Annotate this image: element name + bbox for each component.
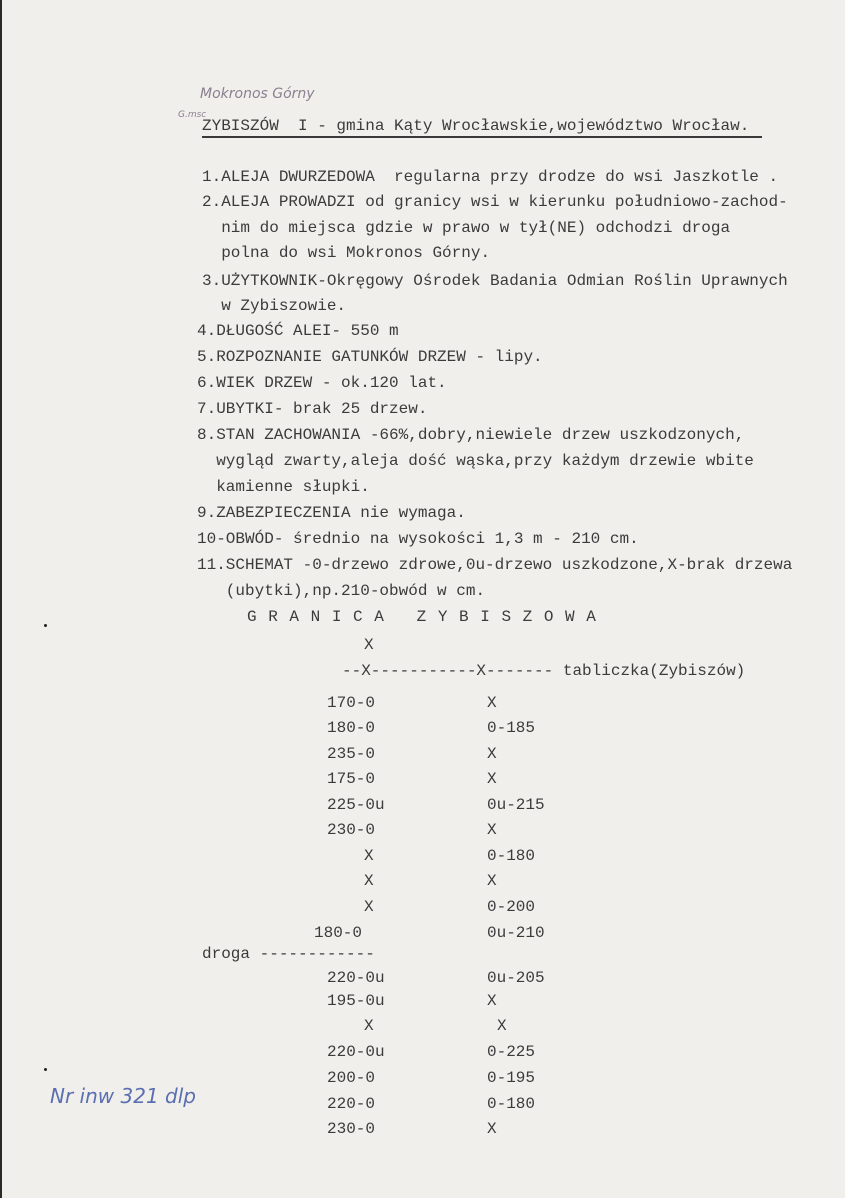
schema-left-tree: 180-0 bbox=[314, 924, 363, 942]
schema-right-tree: 0u-215 bbox=[487, 796, 545, 814]
item-6: 6.WIEK DRZEW - ok.120 lat. bbox=[197, 374, 447, 392]
schema-right-tree: 0-195 bbox=[487, 1069, 536, 1087]
item-8: 8.STAN ZACHOWANIA -66%,dobry,niewiele drzew uszkodzonych, bbox=[197, 426, 745, 444]
item-2: 2.ALEJA PROWADZI od granicy wsi w kierunku południowo-zachod- bbox=[202, 193, 788, 211]
item-10: 10-OBWÓD- średnio na wysokości 1,3 m - 210 cm. bbox=[197, 530, 639, 548]
schema-boundary-line: --X-----------X------- tabliczka(Zybiszów) bbox=[342, 662, 746, 680]
schema-right-tree: X bbox=[487, 1120, 497, 1138]
title-underline bbox=[202, 136, 762, 138]
schema-right-tree: 0-180 bbox=[487, 847, 536, 865]
item-9: 9.ZABEZPIECZENIA nie wymaga. bbox=[197, 504, 466, 522]
inventory-number: Nr inw 321 dlp bbox=[50, 1084, 196, 1108]
schema-left-tree: 170-0 bbox=[327, 694, 376, 712]
schema-heading: G R A N I C A Z Y B I S Z O W A bbox=[247, 608, 597, 626]
schema-right-tree: 0-200 bbox=[487, 898, 536, 916]
item-11: 11.SCHEMAT -0-drzewo zdrowe,0u-drzewo uszkodzone,X-brak drzewa bbox=[197, 556, 793, 574]
schema-left-tree: X bbox=[364, 1017, 374, 1035]
schema-right-tree: 0u-210 bbox=[487, 924, 545, 942]
item-2-cont: nim do miejsca gdzie w prawo w tył(NE) odchodzi droga bbox=[202, 219, 731, 237]
schema-left-tree: 235-0 bbox=[327, 745, 376, 763]
schema-left-tree: X bbox=[364, 872, 374, 890]
schema-left-tree: 220-0 bbox=[327, 1095, 376, 1113]
schema-left-tree: 195-0u bbox=[327, 992, 385, 1010]
schema-right-tree: X bbox=[487, 821, 497, 839]
schema-right-tree: X bbox=[487, 694, 497, 712]
item-3: 3.UŻYTKOWNIK-Okręgowy Ośrodek Badania Odmian Roślin Uprawnych bbox=[202, 272, 788, 290]
handwritten-note-mokronos: Mokronos Górny bbox=[200, 86, 315, 102]
schema-left-tree: 225-0u bbox=[327, 796, 385, 814]
schema-left-tree: X bbox=[364, 847, 374, 865]
schema-road-label: droga ------------ bbox=[202, 945, 375, 963]
punch-mark bbox=[44, 624, 47, 627]
schema-right-tree: 0-180 bbox=[487, 1095, 536, 1113]
schema-right-tree: 0-225 bbox=[487, 1043, 536, 1061]
item-8-cont: kamienne słupki. bbox=[197, 478, 370, 496]
document-title: ZYBISZÓW I - gmina Kąty Wrocławskie,województwo Wrocław. bbox=[202, 117, 750, 135]
schema-right-tree: X bbox=[497, 1017, 507, 1035]
item-3-cont: w Zybiszowie. bbox=[202, 297, 347, 315]
schema-left-tree: X bbox=[364, 898, 374, 916]
schema-left-tree: 175-0 bbox=[327, 770, 376, 788]
schema-right-tree: X bbox=[487, 872, 497, 890]
handwritten-margin-note: G.msc bbox=[178, 110, 207, 120]
schema-right-tree: X bbox=[487, 770, 497, 788]
schema-right-tree: X bbox=[487, 992, 497, 1010]
punch-mark bbox=[44, 1068, 47, 1071]
item-4: 4.DŁUGOŚĆ ALEI- 550 m bbox=[197, 322, 399, 340]
schema-left-tree: 220-0u bbox=[327, 1043, 385, 1061]
item-1: 1.ALEJA DWURZEDOWA regularna przy drodze do wsi Jaszkotle . bbox=[202, 168, 779, 186]
schema-left-tree: 230-0 bbox=[327, 821, 376, 839]
schema-top-mark: X bbox=[364, 636, 374, 654]
item-2-cont: polna do wsi Mokronos Górny. bbox=[202, 244, 491, 262]
schema-left-tree: 230-0 bbox=[327, 1120, 376, 1138]
schema-left-tree: 200-0 bbox=[327, 1069, 376, 1087]
item-11-cont: (ubytki),np.210-obwód w cm. bbox=[197, 582, 486, 600]
schema-right-tree: X bbox=[487, 745, 497, 763]
schema-right-tree: 0-185 bbox=[487, 719, 536, 737]
item-8-cont: wygląd zwarty,aleja dość wąska,przy każdym drzewie wbite bbox=[197, 452, 754, 470]
item-5: 5.ROZPOZNANIE GATUNKÓW DRZEW - lipy. bbox=[197, 348, 543, 366]
item-7: 7.UBYTKI- brak 25 drzew. bbox=[197, 400, 428, 418]
schema-left-tree: 180-0 bbox=[327, 719, 376, 737]
schema-right-tree: 0u-205 bbox=[487, 969, 545, 987]
schema-left-tree: 220-0u bbox=[327, 969, 385, 987]
